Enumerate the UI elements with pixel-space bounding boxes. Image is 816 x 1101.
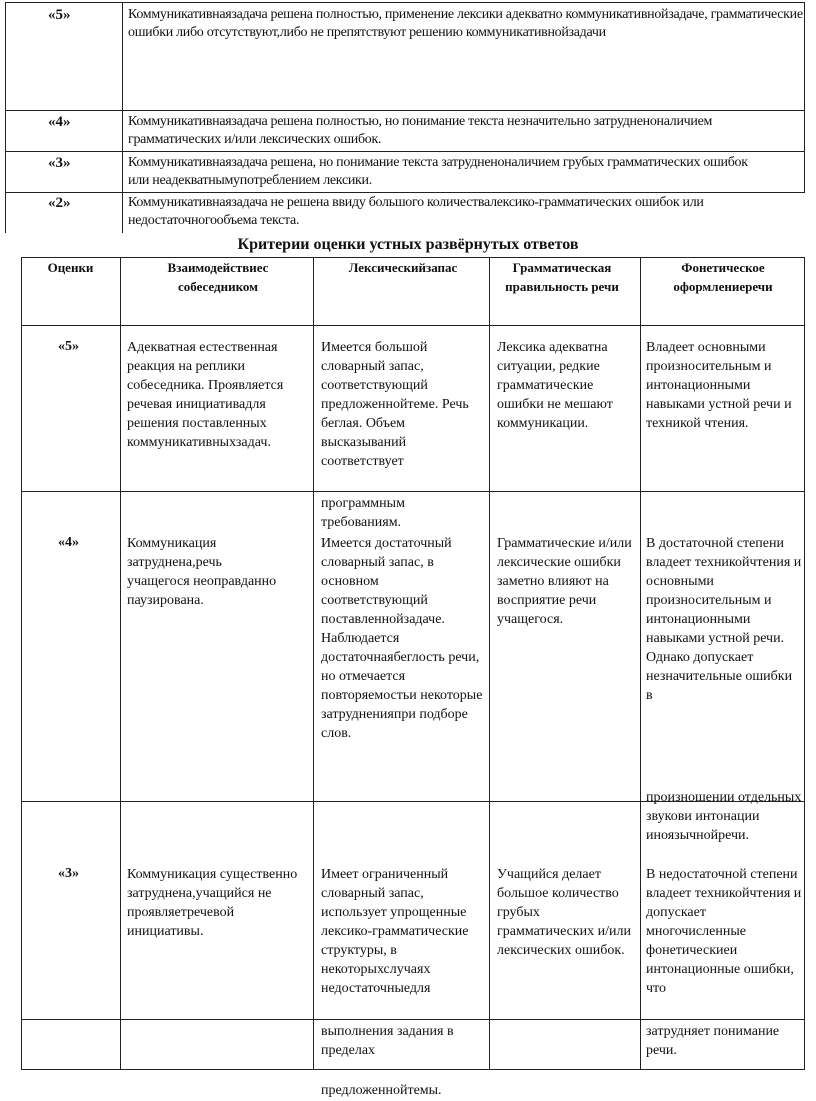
grade-label: «4» <box>58 535 79 550</box>
grade-label: «3» <box>48 155 71 171</box>
phonetic-cell: В достаточной степени владеет техникойчтения и основными произносительным и интонационными навыками устной речи. Однако допускает незначительные ошибки в <box>646 536 802 703</box>
column-divider <box>313 257 314 1070</box>
table-border <box>21 257 22 1070</box>
column-divider <box>640 257 641 1070</box>
lexical-cell: Имеет ограниченный словарный запас, использует упрощенные лексико-грамматические структуры, в некоторыхслучаях недостаточныедля <box>321 867 469 996</box>
grade-label: «3» <box>58 866 79 881</box>
header-phonetic: Фонетическое оформлениеречи <box>673 260 773 294</box>
phonetic-cell-tail: затрудняет понимание речи. <box>646 1024 780 1058</box>
top-table-divider <box>5 151 804 152</box>
phonetic-cell: Владеет основными произносительным и интонационными навыками устной речи и техникой чтения. <box>646 340 792 431</box>
phonetic-cell: В недостаточной степени владеет техникойчтения и допускает многочисленные фонетическиеи интонационные ошибки, что <box>646 867 802 996</box>
interaction-cell: Коммуникация затруднена,речь учащегося неоправданно паузирована. <box>127 536 277 608</box>
lexical-cell: Имеется достаточный словарный запас, в основном соответствующий поставленнойзадаче. Наблюдается достаточнаябеглость речи, но отмечается повторяемостьи некоторые затрудненияпри подборе слов. <box>321 536 483 741</box>
criteria-text: Коммуникативнаязадача решена полностью, применение лексики адекватно коммуникативнойзадаче, грамматические ошибки либо отсутствуют,либо не препятствуют решению коммуникативнойзадачи <box>128 7 803 40</box>
row-divider <box>21 1019 805 1020</box>
grade-label: «4» <box>48 114 71 130</box>
interaction-cell: Адекватная естественная реакция на реплики собеседника. Проявляется речевая инициативадля решения поставленных коммуникативныхзадач. <box>127 340 284 450</box>
header-lexical: Лексическийзапас <box>348 260 458 275</box>
grammar-cell: Учащийся делает большое количество грубых грамматических и/или лексических ошибок. <box>497 867 632 958</box>
interaction-cell: Коммуникация существенно затруднена,учащийся не проявляетречевой инициативы. <box>127 867 298 939</box>
criteria-text: Коммуникативнаязадача решена, но понимание текста затрудненоналичием грубых грамматических ошибок или неадекватнымупотреблением лексики. <box>128 155 748 188</box>
continuation-text: предложеннойтемы. <box>321 1083 442 1098</box>
lexical-cell: Имеется большой словарный запас, соответствующий предложеннойтеме. Речь беглая. Объем высказываний соответствует <box>321 340 469 469</box>
grade-label: «2» <box>48 195 71 211</box>
header-grades: Оценки <box>47 260 94 275</box>
top-table-border <box>804 2 805 193</box>
header-divider <box>21 325 805 326</box>
lexical-cell-continuation: программным требованиям. <box>321 496 405 530</box>
column-divider <box>489 257 490 1070</box>
header-interaction: Взаимодействиес собеседником <box>167 260 269 294</box>
section-title: Критерии оценки устных развёрнутых ответов <box>237 236 579 253</box>
row-divider <box>21 491 805 492</box>
column-divider <box>120 257 121 1070</box>
phonetic-cell-continuation: произношении отдельных звукови интонации иноязычнойречи. <box>646 790 802 843</box>
criteria-text: Коммуникативнаязадача не решена ввиду большого количествалексико-грамматических ошибок или недостаточногообъема текста. <box>128 195 704 228</box>
top-table-divider <box>5 192 804 193</box>
lexical-cell-tail: выполнения задания в пределах <box>321 1024 454 1058</box>
grammar-cell: Грамматические и/или лексические ошибки заметно влияют на восприятие речи учащегося. <box>497 536 632 627</box>
grade-label: «5» <box>58 339 79 354</box>
top-table-divider <box>122 2 123 233</box>
top-table-border <box>5 2 6 233</box>
grade-label: «5» <box>48 7 71 23</box>
grammar-cell: Лексика адекватна ситуации, редкие грамматические ошибки не мешают коммуникации. <box>497 340 613 431</box>
top-table-border <box>5 2 804 3</box>
criteria-text: Коммуникативнаязадача решена полностью, но понимание текста незначительно затрудненоналичием грамматических и/или лексических ошибок. <box>128 114 713 147</box>
table-border <box>804 257 805 1070</box>
table-border <box>21 1069 805 1070</box>
top-table-divider <box>5 110 804 111</box>
header-grammar: Грамматическая правильность речи <box>505 260 619 294</box>
